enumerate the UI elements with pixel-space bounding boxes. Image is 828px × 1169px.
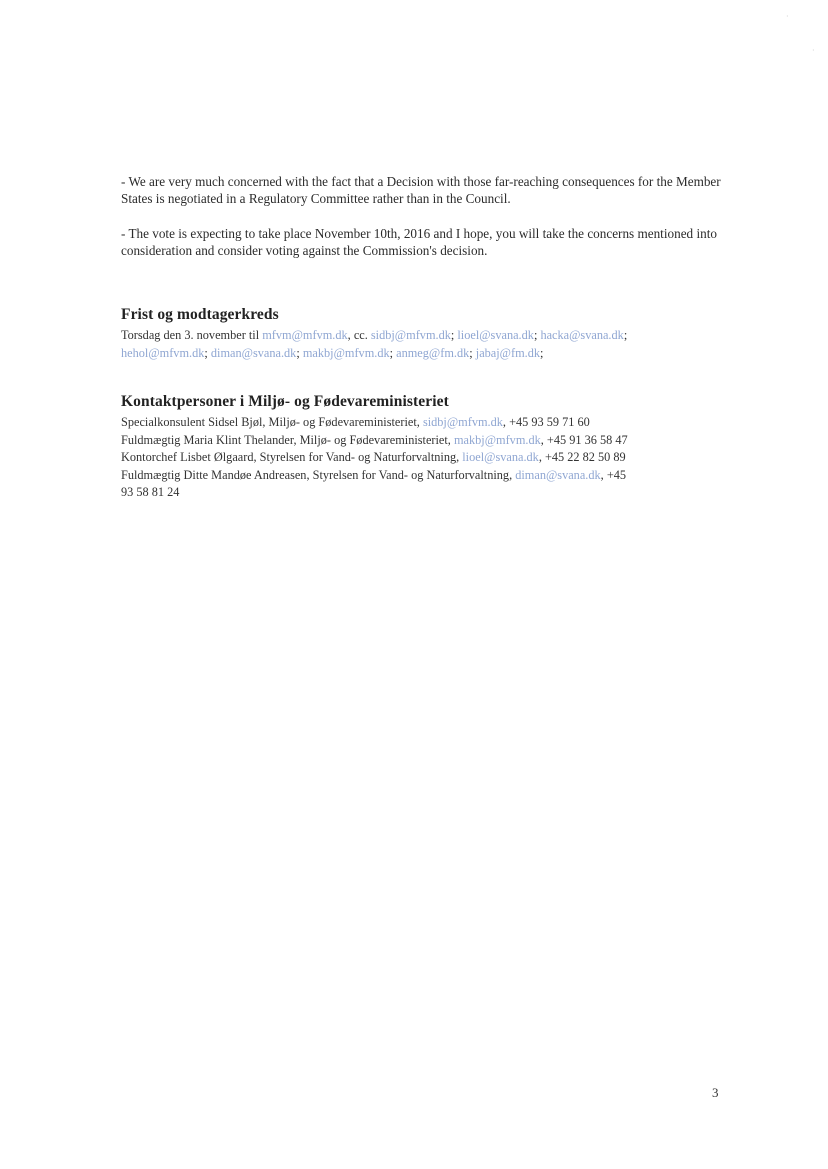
line-end: ;: [540, 345, 544, 360]
cc-list-line-2: [121, 346, 540, 360]
contact-person-row: [121, 414, 726, 432]
contact-person-text: Fuldmægtig Ditte Mandøe Andreasen, Styrelsen for Vand- og Naturforvaltning,: [121, 467, 516, 482]
cc-list-line-1: [371, 328, 624, 342]
contact-person-row: [121, 467, 726, 485]
line-end: ;: [623, 328, 628, 342]
section-heading-frist: Frist og modtagerkreds: [121, 306, 279, 323]
cc-email-link[interactable]: hehol@mfvm.dk: [121, 345, 205, 360]
cc-email-link[interactable]: lioel@svana.dk: [457, 328, 534, 342]
contact-persons-list: [121, 414, 726, 502]
body-paragraph-vote: - The vote is expecting to take place November 10th, 2016 and I hope, you will take the concerns mentioned into consideration and consider voting against the Commission's decision.: [121, 226, 717, 258]
email-separator: ;: [389, 345, 397, 360]
body-paragraph-regulatory-committee: - We are very much concerned with the fact that a Decision with those far-reaching consequences for the Member States is negotiated in a Regulatory Committee rather than in the Council.: [121, 174, 721, 206]
cc-email-link[interactable]: diman@svana.dk: [210, 345, 297, 360]
contact-person-row: [121, 432, 726, 450]
page-number: 3: [712, 1085, 719, 1100]
contact-phone: , +45 22 82 50 89: [538, 450, 626, 464]
cc-email-link[interactable]: makbj@mfvm.dk: [302, 345, 390, 360]
contact-email-link[interactable]: makbj@mfvm.dk: [453, 432, 541, 447]
email-separator: ;: [296, 345, 303, 360]
email-separator: ;: [469, 345, 476, 360]
contact-phone: , +45 91 36 58 47: [540, 432, 628, 447]
frist-line-2: [121, 345, 726, 363]
contact-phone: , +45 93 59 71 60: [502, 415, 590, 429]
contact-phone-continuation: 93 58 81 24: [121, 485, 180, 499]
cc-email-link[interactable]: hacka@svana.dk: [540, 328, 624, 342]
contact-email-link[interactable]: sidbj@mfvm.dk: [422, 415, 503, 429]
to-email-link[interactable]: mfvm@mfvm.dk: [262, 328, 348, 342]
frist-line-1: [121, 327, 726, 345]
email-separator: ;: [204, 345, 211, 360]
contact-email-link[interactable]: diman@svana.dk: [515, 467, 601, 482]
frist-date-text: Torsdag den 3. november til: [121, 328, 263, 342]
contact-email-link[interactable]: lioel@svana.dk: [462, 450, 539, 464]
contact-phone: , +45: [600, 467, 627, 482]
scan-speck: ·: [786, 12, 789, 21]
scan-speck: ·: [812, 46, 815, 55]
contact-person-row: [121, 449, 726, 467]
cc-email-link[interactable]: sidbj@mfvm.dk: [370, 328, 451, 342]
cc-email-link[interactable]: anmeg@fm.dk: [396, 345, 470, 360]
contact-person-text: Fuldmægtig Maria Klint Thelander, Miljø- og Fødevareministeriet,: [121, 432, 454, 447]
cc-label: , cc.: [347, 328, 371, 342]
section-heading-kontaktpersoner: Kontaktpersoner i Miljø- og Fødevareministeriet: [121, 393, 449, 410]
email-separator: ;: [533, 328, 541, 342]
contact-person-text: Specialkonsulent Sidsel Bjøl, Miljø- og Fødevareministeriet,: [121, 415, 423, 429]
cc-email-link[interactable]: jabaj@fm.dk: [475, 345, 541, 360]
email-separator: ;: [450, 328, 458, 342]
contact-person-text: Kontorchef Lisbet Ølgaard, Styrelsen for Vand- og Naturforvaltning,: [121, 450, 463, 464]
frist-recipients: [121, 327, 726, 362]
